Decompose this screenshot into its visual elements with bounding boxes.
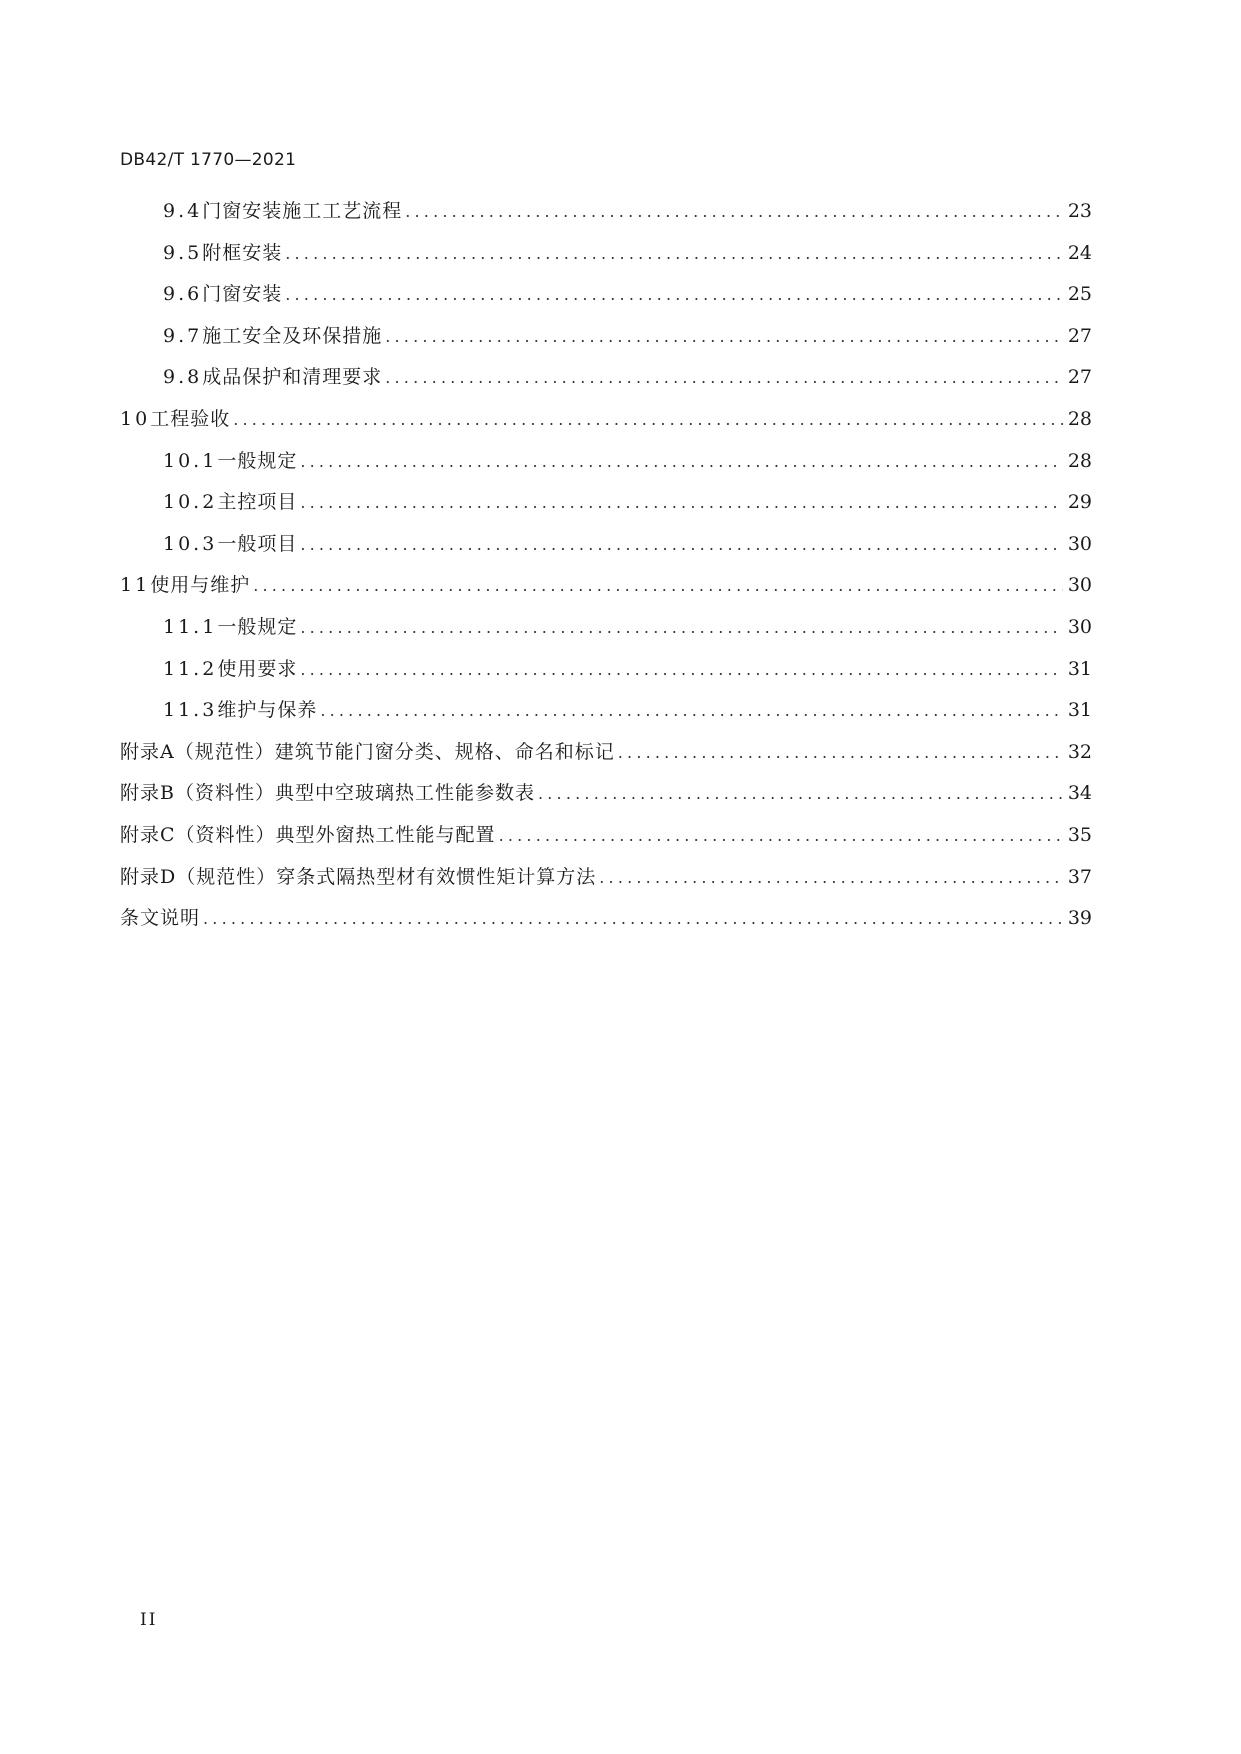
toc-chapter[interactable] [120,570,1092,612]
toc-appendix[interactable] [120,778,1092,820]
toc-entry-number: 11 [120,574,151,597]
toc-entry[interactable] [120,446,1092,488]
toc-leader-dots [300,618,1063,637]
toc-entry[interactable] [120,362,1092,404]
toc-entry-page: 31 [1067,657,1092,680]
toc-entry-title: 施工安全及环保措施 [202,324,383,347]
toc-entry-title: 门窗安装 [202,283,283,306]
toc-entry-page: 29 [1067,491,1092,514]
table-of-contents [120,196,1092,945]
toc-leader-dots [499,826,1063,845]
toc-entry-page: 24 [1067,241,1092,264]
toc-leader-dots [203,909,1063,928]
toc-leader-dots [253,576,1063,595]
toc-entry-number: 10.3 [163,532,218,555]
toc-entry-number: 11.2 [163,657,218,680]
toc-explanation[interactable] [120,903,1092,945]
toc-entry-title: 附框安装 [202,241,283,264]
toc-appendix-label: 附录C（资料性） [120,823,276,846]
toc-entry-number: 9.7 [163,324,203,347]
toc-entry-page: 30 [1067,532,1092,555]
toc-entry-title: 条文说明 [120,907,201,930]
toc-leader-dots [285,244,1063,263]
toc-entry[interactable] [120,654,1092,696]
toc-entry-title: 典型外窗热工性能与配置 [275,823,496,846]
toc-entry[interactable] [120,695,1092,737]
toc-entry[interactable] [120,238,1092,280]
toc-entry-page: 27 [1067,324,1092,347]
toc-entry-title: 建筑节能门窗分类、规格、命名和标记 [274,740,615,763]
standard-code: DB42/T 1770—2021 [120,150,297,170]
toc-entry-number: 10.2 [163,491,218,514]
toc-leader-dots [285,285,1063,304]
toc-entry-number: 10 [120,407,151,430]
page-number: II [140,1610,158,1630]
toc-leader-dots [300,452,1063,471]
toc-entry-title: 门窗安装施工工艺流程 [202,200,403,222]
toc-entry-page: 27 [1067,366,1092,389]
toc-entry-page: 25 [1067,283,1092,306]
toc-entry[interactable] [120,612,1092,654]
toc-appendix[interactable] [120,862,1092,904]
toc-entry-page: 35 [1067,823,1092,846]
toc-entry-title: 工程验收 [150,407,231,430]
toc-entry-title: 典型中空玻璃热工性能参数表 [274,782,535,805]
toc-leader-dots [385,368,1063,387]
toc-appendix-label: 附录D（规范性） [120,865,277,888]
toc-leader-dots [385,327,1063,346]
toc-entry-page: 32 [1067,740,1092,763]
toc-entry[interactable] [120,487,1092,529]
toc-appendix[interactable] [120,820,1092,862]
toc-appendix[interactable] [120,737,1092,779]
toc-entry-page: 34 [1067,782,1092,805]
toc-entry-title: 一般规定 [217,449,298,472]
toc-entry-number: 11.3 [163,699,218,722]
toc-entry-page: 30 [1067,574,1092,597]
toc-leader-dots [405,202,1063,221]
toc-appendix-label: 附录B（资料性） [120,782,275,805]
toc-appendix-label: 附录A（规范性） [120,740,275,763]
toc-entry-title: 穿条式隔热型材有效惯性矩计算方法 [276,865,597,888]
toc-entry-page: 23 [1067,200,1092,222]
toc-leader-dots [300,535,1063,554]
toc-entry-number: 9.6 [163,283,203,306]
toc-entry-page: 28 [1067,407,1092,430]
toc-entry[interactable] [120,321,1092,363]
toc-entry-number: 11.1 [163,615,218,638]
toc-leader-dots [599,868,1063,887]
toc-leader-dots [538,784,1063,803]
toc-leader-dots [233,410,1063,429]
toc-entry-page: 31 [1067,699,1092,722]
toc-entry-title: 一般规定 [217,615,298,638]
toc-entry-page: 28 [1067,449,1092,472]
toc-entry-title: 使用要求 [217,657,298,680]
toc-entry-title: 使用与维护 [150,574,251,597]
toc-entry[interactable] [120,279,1092,321]
toc-entry-title: 主控项目 [217,491,298,514]
toc-entry-number: 10.1 [163,449,218,472]
toc-entry-page: 30 [1067,615,1092,638]
toc-entry-page: 37 [1067,865,1092,888]
toc-entry-number: 9.5 [163,241,203,264]
toc-entry-number: 9.8 [163,366,203,389]
toc-leader-dots [300,660,1063,679]
toc-entry-number: 9.4 [163,200,203,222]
toc-chapter[interactable] [120,404,1092,446]
toc-leader-dots [320,701,1063,720]
toc-leader-dots [618,743,1063,762]
toc-entry-title: 一般项目 [217,532,298,555]
toc-leader-dots [300,493,1063,512]
toc-entry-page: 39 [1067,907,1092,930]
toc-entry[interactable] [120,529,1092,571]
toc-entry-title: 成品保护和清理要求 [202,366,383,389]
toc-entry[interactable] [120,196,1092,238]
toc-entry-title: 维护与保养 [217,699,318,722]
